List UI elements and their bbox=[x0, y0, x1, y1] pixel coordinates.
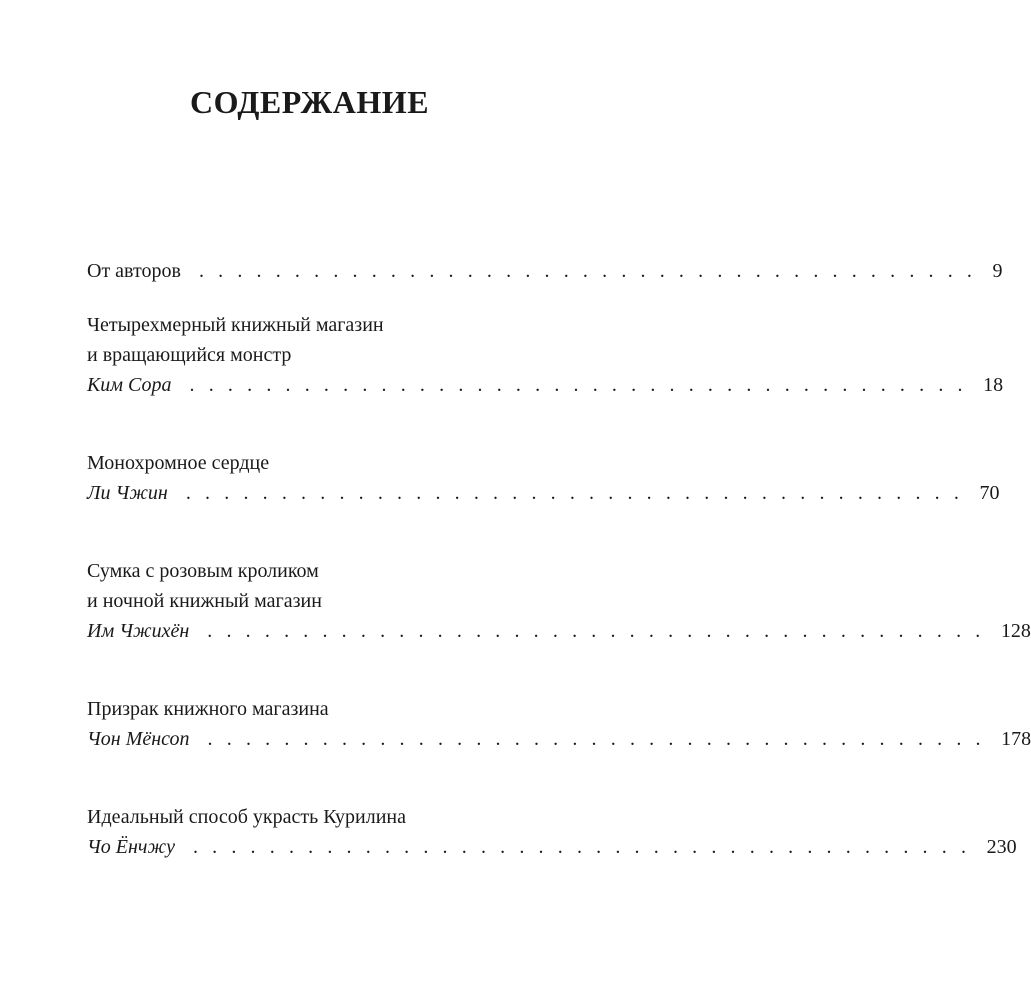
dot-leader: . . . . . . . . . . . . . . . . . . . . . . . . . . . . . . . . . . . . . . . . . bbox=[198, 260, 977, 282]
toc-entry-title-continued: и вращающийся монстр bbox=[87, 344, 292, 366]
page-title: СОДЕРЖАНИЕ bbox=[189, 84, 430, 120]
toc-page-number: 230 bbox=[986, 836, 1017, 858]
toc-row bbox=[87, 370, 1004, 400]
toc-entry-author: Ким Сора bbox=[87, 374, 172, 396]
toc-entry-story-5[interactable] bbox=[87, 802, 1017, 862]
toc-entry-author: Ли Чжин bbox=[87, 482, 168, 504]
toc-entry-title: От авторов bbox=[87, 260, 181, 282]
toc-entry-title: Призрак книжного магазина bbox=[87, 698, 329, 720]
toc-row bbox=[87, 478, 1000, 508]
toc-entry-author: Чо Ёнчжу bbox=[87, 836, 175, 858]
toc-entry-story-3[interactable] bbox=[87, 556, 1031, 646]
dot-leader: . . . . . . . . . . . . . . . . . . . . . . . . . . . . . . . . . . . . . . . . . bbox=[207, 728, 986, 750]
toc-page-number: 128 bbox=[1000, 620, 1031, 642]
toc-page-number: 178 bbox=[1001, 728, 1031, 750]
toc-entry-from-authors[interactable] bbox=[87, 256, 1003, 286]
toc-entry-title: Идеальный способ украсть Курилина bbox=[87, 806, 407, 828]
toc-entry-author: Чон Мёнсоп bbox=[87, 728, 190, 750]
dot-leader: . . . . . . . . . . . . . . . . . . . . . . . . . . . . . . . . . . . . . . . . . bbox=[192, 836, 971, 858]
toc-entry-author: Им Чжихён bbox=[87, 620, 190, 642]
toc-entry-title: Четырехмерный книжный магазин bbox=[87, 314, 384, 336]
toc-row bbox=[87, 256, 1003, 286]
toc-page-number: 9 bbox=[992, 260, 1003, 282]
toc-entry-title: Монохромное сердце bbox=[87, 452, 270, 474]
toc-row bbox=[87, 616, 1031, 646]
toc-row bbox=[87, 724, 1031, 754]
toc-row bbox=[87, 832, 1017, 862]
toc-page-number: 70 bbox=[979, 482, 1000, 504]
dot-leader: . . . . . . . . . . . . . . . . . . . . . . . . . . . . . . . . . . . . . . . . . bbox=[189, 374, 968, 396]
toc-entry-title: Сумка с розовым кроликом bbox=[87, 560, 319, 582]
dot-leader: . . . . . . . . . . . . . . . . . . . . . . . . . . . . . . . . . . . . . . . . . bbox=[207, 620, 985, 642]
toc-entry-story-1[interactable] bbox=[87, 310, 1004, 400]
table-of-contents bbox=[87, 256, 1031, 862]
dot-leader: . . . . . . . . . . . . . . . . . . . . . . . . . . . . . . . . . . . . . . . . . bbox=[185, 482, 964, 504]
toc-entry-story-4[interactable] bbox=[87, 694, 1031, 754]
toc-entry-title-continued: и ночной книжный магазин bbox=[87, 590, 322, 612]
toc-page-number: 18 bbox=[983, 374, 1004, 396]
toc-entry-story-2[interactable] bbox=[87, 448, 1000, 508]
